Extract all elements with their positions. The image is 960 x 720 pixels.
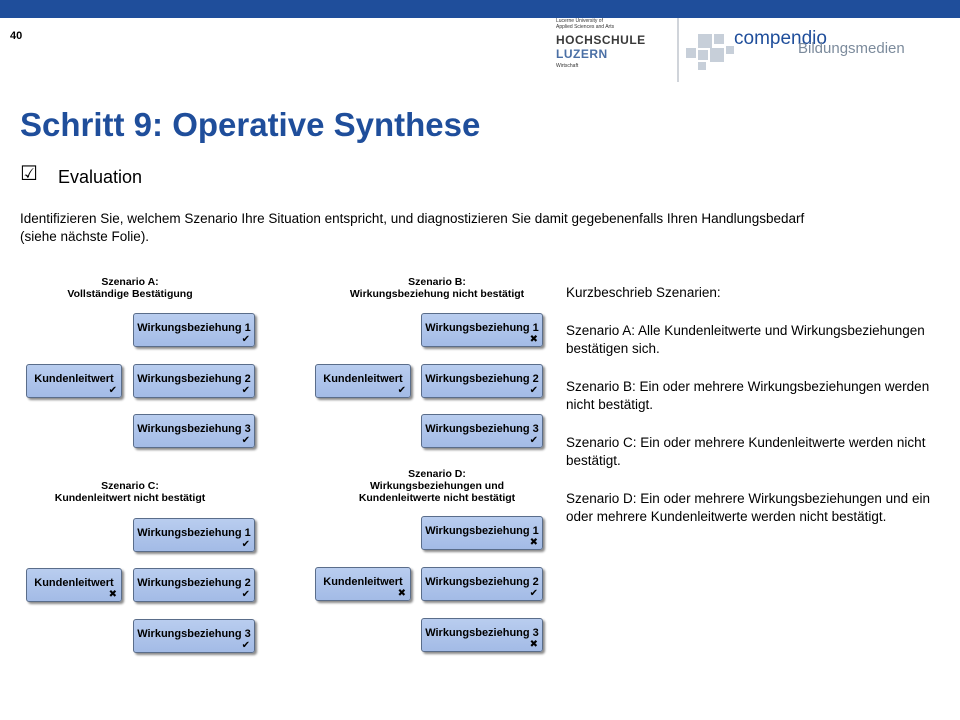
status-mark: ✔ (529, 435, 538, 446)
node-label: Wirkungsbeziehung 3 (137, 423, 251, 435)
scenario-d-kundenleitwert (315, 567, 411, 601)
node-label: Wirkungsbeziehung 3 (425, 423, 539, 435)
status-mark: ✔ (108, 385, 117, 396)
summary-heading: Kurzbeschrieb Szenarien: (566, 285, 721, 300)
node-label: Kundenleitwert (34, 577, 114, 589)
node-label: Kundenleitwert (323, 373, 403, 385)
scenario-c-title (30, 480, 230, 504)
hslu-logo-line1: HOCHSCHULE (556, 33, 646, 47)
status-mark: ✔ (241, 589, 250, 600)
status-mark: ✔ (529, 588, 538, 599)
hslu-logo-tiny: Wirtschaft (556, 63, 579, 69)
hslu-logo-small-line1: Lucerne University of (556, 18, 603, 24)
bildungsmedien-word: Bildungsmedien (798, 40, 905, 57)
scenario-c-title-line1: Szenario C: (101, 480, 159, 492)
summary-scenario-c: Szenario C: Ein oder mehrere Kundenleitwerte werden nicht bestätigt. (566, 435, 926, 468)
scenario-d-wirkungsbeziehung-1 (421, 516, 543, 550)
scenario-c-title-line2: Kundenleitwert nicht bestätigt (54, 492, 206, 504)
node-label: Wirkungsbeziehung 1 (425, 322, 539, 334)
logo-square (698, 50, 708, 60)
status-mark: ✖ (397, 588, 406, 599)
status-mark: ✔ (241, 435, 250, 446)
status-mark: ✖ (529, 537, 538, 548)
scenario-b-wirkungsbeziehung-2 (421, 364, 543, 398)
scenario-d-title-line2: Wirkungsbeziehungen und (369, 480, 505, 492)
top-bar (0, 0, 960, 18)
scenario-d-title-line1: Szenario D: (408, 468, 466, 480)
logo-square (686, 48, 696, 58)
status-mark: ✖ (108, 589, 117, 600)
node-label: Kundenleitwert (34, 373, 114, 385)
intro-text: Identifizieren Sie, welchem Szenario Ihre Situation entspricht, und diagnostizieren Sie damit gegebenenfalls Ihren Handlungsbedarf (siehe nächste Folie). (20, 211, 805, 244)
node-label: Wirkungsbeziehung 1 (137, 322, 251, 334)
logo-divider (677, 18, 679, 82)
node-label: Wirkungsbeziehung 3 (425, 627, 539, 639)
summary-scenario-b: Szenario B: Ein oder mehrere Wirkungsbeziehungen werden nicht bestätigt. (566, 379, 930, 412)
status-mark: ✖ (529, 334, 538, 345)
scenario-c-wirkungsbeziehung-2 (133, 568, 255, 602)
page-number: 40 (10, 30, 23, 42)
summary-scenario-d: Szenario D: Ein oder mehrere Wirkungsbeziehungen und ein oder mehrere Kundenleitwerte werden nicht bestätigt. (566, 491, 930, 524)
summary-scenario-a: Szenario A: Alle Kundenleitwerte und Wirkungsbeziehungen bestätigen sich. (566, 323, 925, 356)
node-label: Wirkungsbeziehung 1 (137, 527, 251, 539)
compendio-logo (686, 26, 946, 76)
hslu-logo-small-line2: Applied Sciences and Arts (556, 24, 615, 30)
scenario-a-kundenleitwert (26, 364, 122, 398)
scenario-b-wirkungsbeziehung-3 (421, 414, 543, 448)
logo-square (714, 34, 724, 44)
logo-square (698, 62, 706, 70)
page-title: Schritt 9: Operative Synthese (20, 106, 481, 143)
scenario-b-wirkungsbeziehung-1 (421, 313, 543, 347)
scenario-a-wirkungsbeziehung-1 (133, 313, 255, 347)
scenario-b-title-line2: Wirkungsbeziehung nicht bestätigt (349, 288, 525, 300)
node-label: Wirkungsbeziehung 2 (137, 577, 251, 589)
logo-square (726, 46, 734, 54)
node-label: Wirkungsbeziehung 3 (137, 628, 251, 640)
scenario-c-wirkungsbeziehung-1 (133, 518, 255, 552)
status-mark: ✔ (241, 334, 250, 345)
scenario-d-wirkungsbeziehung-3 (421, 618, 543, 652)
status-mark: ✔ (241, 640, 250, 651)
scenario-a-title-line1: Szenario A: (101, 276, 159, 288)
scenario-a-title-line2: Vollständige Bestätigung (67, 288, 193, 300)
scenario-d-title (322, 468, 552, 504)
checkbox-icon: ☑ (20, 163, 38, 185)
node-label: Wirkungsbeziehung 2 (137, 373, 251, 385)
status-mark: ✔ (529, 385, 538, 396)
scenario-a-wirkungsbeziehung-3 (133, 414, 255, 448)
scenario-b-kundenleitwert (315, 364, 411, 398)
status-mark: ✔ (397, 385, 406, 396)
status-mark: ✔ (241, 539, 250, 550)
hslu-logo (556, 18, 676, 82)
node-label: Kundenleitwert (323, 576, 403, 588)
logo-square (710, 48, 724, 62)
scenario-a-title (30, 276, 230, 300)
scenario-b-title (322, 276, 552, 300)
hslu-logo-line2: LUZERN (556, 47, 608, 61)
compendio-word: compendio (734, 28, 827, 49)
scenario-a-wirkungsbeziehung-2 (133, 364, 255, 398)
scenario-d-wirkungsbeziehung-2 (421, 567, 543, 601)
node-label: Wirkungsbeziehung 2 (425, 576, 539, 588)
scenario-d-title-line3: Kundenleitwerte nicht bestätigt (358, 492, 516, 504)
scenario-c-wirkungsbeziehung-3 (133, 619, 255, 653)
status-mark: ✔ (241, 385, 250, 396)
node-label: Wirkungsbeziehung 2 (425, 373, 539, 385)
status-mark: ✖ (529, 639, 538, 650)
evaluation-label: Evaluation (58, 167, 143, 187)
scenario-c-kundenleitwert (26, 568, 122, 602)
scenario-b-title-line1: Szenario B: (408, 276, 466, 288)
scenario-summary (566, 284, 951, 546)
node-label: Wirkungsbeziehung 1 (425, 525, 539, 537)
logo-square (698, 34, 712, 48)
